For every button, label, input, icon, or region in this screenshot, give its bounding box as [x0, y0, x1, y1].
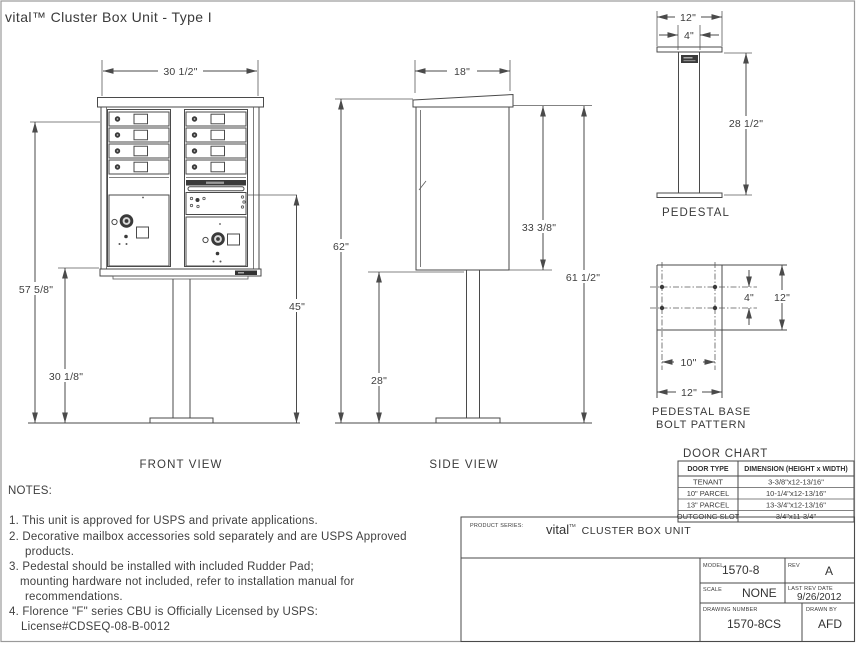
- side-view-label: SIDE VIEW: [429, 459, 499, 471]
- rev-label: REV: [788, 563, 800, 569]
- title-block: [461, 517, 855, 642]
- dim-pedestal-height: 28 1/2": [728, 118, 764, 130]
- drawing-number-value: 1570-8CS: [727, 617, 782, 631]
- dim-pedestal-post-width: 4": [684, 30, 694, 42]
- side-view: [327, 60, 606, 471]
- scale-value: NONE: [742, 586, 777, 600]
- svg-text:TENANT: TENANT: [693, 477, 723, 487]
- bolt-pattern-dimensions: [657, 265, 794, 399]
- dim-side-pedestal-height: 28": [370, 375, 388, 387]
- pedestal-label-sticker: [681, 55, 698, 63]
- bolt-pattern-label-line2: BOLT PATTERN: [656, 419, 747, 431]
- dim-bolt-spacing-h: 10": [680, 357, 697, 369]
- svg-text:10-1/4"x12-13/16": 10-1/4"x12-13/16": [766, 489, 826, 498]
- door-chart: [677, 448, 854, 522]
- note-line: 2. Decorative mailbox accessories sold separately and are USPS Approved: [9, 531, 407, 543]
- scale-label: SCALE: [703, 587, 723, 593]
- svg-text:3-3/8"x12-13/16": 3-3/8"x12-13/16": [768, 477, 824, 487]
- drawn-by-label: DRAWN BY: [806, 607, 838, 613]
- svg-text:10" PARCEL: 10" PARCEL: [686, 489, 730, 498]
- dim-front-below-cabinet: 30 1/8": [48, 371, 84, 383]
- dim-front-slot-height: 45": [288, 301, 306, 313]
- notes-title: NOTES:: [8, 485, 53, 497]
- note-line: products.: [25, 546, 75, 558]
- product-series-brand: vital™ $_{CLUSTER BOX UNIT}$: [546, 522, 692, 537]
- table-row: [687, 489, 827, 498]
- bolt-pattern-label-line1: PEDESTAL BASE: [652, 406, 752, 418]
- notes: [8, 485, 407, 633]
- dim-side-height-to-top: 61 1/2": [565, 272, 601, 284]
- note-line: 4. Florence "F" series CBU is Officially Licensed by USPS:: [9, 606, 319, 618]
- door-chart-title: DOOR CHART: [683, 448, 769, 460]
- dim-side-cabinet-height: 33 3/8": [521, 222, 557, 234]
- svg-text:13-3/4"x12-13/16": 13-3/4"x12-13/16": [766, 500, 826, 510]
- last-rev-date-value: 9/26/2012: [797, 592, 842, 603]
- note-line: recommendations.: [25, 591, 123, 603]
- note-line: License#CDSEQ-08-B-0012: [21, 621, 171, 633]
- note-line: mounting hardware not included, refer to installation manual for: [20, 576, 355, 588]
- svg-text:OUTGOING SLOT: OUTGOING SLOT: [676, 512, 740, 521]
- model-label: MODEL: [703, 563, 724, 569]
- drawn-by-value: AFD: [818, 617, 842, 631]
- bolt-pattern-view: [650, 262, 794, 431]
- outgoing-mail-slot: [186, 180, 246, 191]
- dim-bolt-plate-width: 12": [680, 387, 698, 399]
- dim-front-height-to-doors: 57 5/8": [18, 284, 54, 296]
- dim-side-depth: 18": [453, 66, 471, 78]
- front-view: [15, 60, 311, 471]
- pedestal-view: [657, 10, 770, 219]
- page-title: vital™ Cluster Box Unit - Type I: [5, 9, 213, 25]
- dim-front-width: 30 1/2": [163, 66, 198, 78]
- svg-text:3/4"x11-3/4": 3/4"x11-3/4": [775, 512, 817, 521]
- svg-text:13" PARCEL: 13" PARCEL: [686, 500, 730, 510]
- table-row: [687, 501, 827, 510]
- rev-value: A: [825, 564, 834, 578]
- dim-bolt-plate-height: 12": [773, 292, 791, 304]
- table-row: [693, 478, 824, 487]
- pedestal-dimensions: [657, 10, 770, 195]
- note-line: 3. Pedestal should be installed with included Rudder Pad;: [9, 561, 314, 573]
- pedestal-view-label: PEDESTAL: [661, 207, 731, 219]
- door-chart-header-dimension: DIMENSION (HEIGHT x WIDTH): [744, 466, 848, 473]
- front-view-label: FRONT VIEW: [139, 459, 223, 471]
- note-line: 1. This unit is approved for USPS and private applications.: [9, 515, 318, 527]
- dim-bolt-spacing-v: 4": [744, 292, 754, 304]
- dim-side-overall-height: 62": [332, 241, 350, 253]
- last-rev-date-label: LAST REV DATE: [788, 586, 833, 592]
- model-value: 1570-8: [722, 563, 760, 577]
- product-series-label: PRODUCT SERIES:: [470, 523, 524, 529]
- dim-pedestal-plate-width: 12": [679, 12, 697, 24]
- door-chart-header-type: DOOR TYPE: [687, 466, 729, 473]
- drawing-number-label: DRAWING NUMBER: [703, 607, 758, 613]
